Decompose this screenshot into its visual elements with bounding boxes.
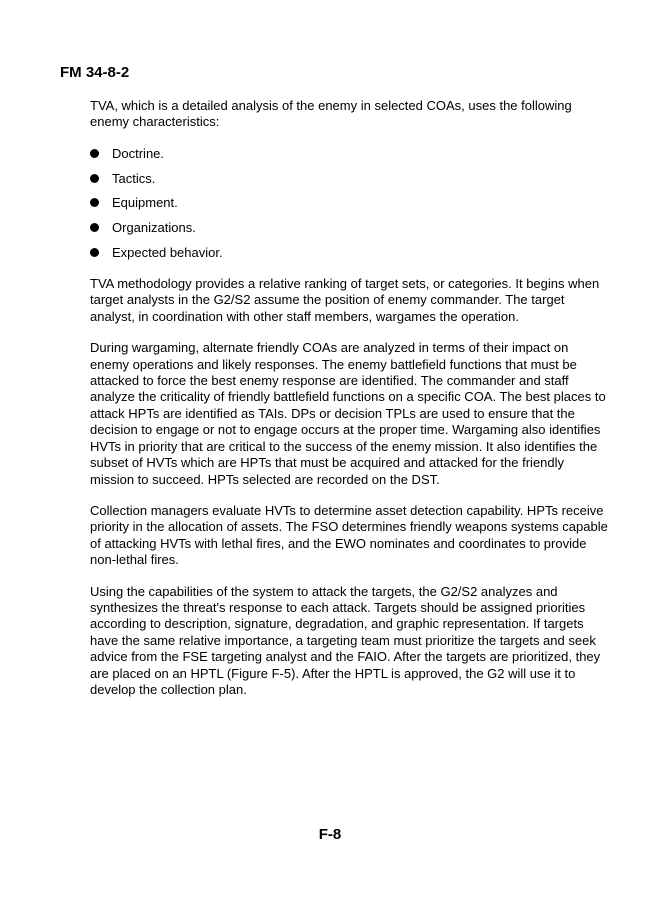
list-item-text: Equipment. [112,195,178,211]
list-item [90,195,610,211]
list-item-text: Expected behavior. [112,244,223,260]
list-item [90,220,610,236]
bullet-icon [90,248,99,257]
list-item [90,171,610,187]
manual-id-header: FM 34-8-2 [60,64,130,81]
enemy-characteristics-list [90,146,610,261]
list-item-text: Doctrine. [112,145,165,161]
bullet-icon [90,223,99,232]
bullet-icon [90,149,99,158]
tva-methodology-paragraph: TVA methodology provides a relative ranking of target sets, or categories. It begins when target analysts in the G2/S2 assume the position of enemy commander. The target analyst, in coordination with other staff members, wargames the operation. [90,276,600,324]
page-body [90,98,610,713]
list-item [90,245,610,261]
list-item [90,146,610,162]
target-prioritization-paragraph: Using the capabilities of the system to attack the targets, the G2/S2 analyzes and synthesizes the threat's response to each attack. Targets should be assigned priorities according to description, signature, degradation, and graphic representation. If targets have the same relative importance, a targeting team must prioritize the targets and seek advice from the FSE targeting analyst and the FAIO. After the targets are prioritized, they are placed on an HPTL (Figure F-5). After the HPTL is approved, the G2 will use it to develop the collection plan. [90,583,601,697]
bullet-icon [90,198,99,207]
wargaming-paragraph: During wargaming, alternate friendly COAs are analyzed in terms of their impact on enemy operations and likely responses. The enemy battlefield functions that must be attacked to force the best enemy response are identified. The commander and staff analyze the criticality of friendly battlefield functions on a specific COA. The best places to attack HPTs are identified as TAIs. DPs or decision TPLs are used to ensure that the decision to engage or not to engage occurs at the proper time. Wargaming also identifies HVTs in priority that are critical to the success of the enemy mission. It also identifies the subset of HVTs which are HPTs that must be acquired and attacked for the friendly mission to succeed. HPTs selected are recorded on the DST. [90,340,606,487]
list-item-text: Tactics. [112,170,156,186]
intro-paragraph: TVA, which is a detailed analysis of the enemy in selected COAs, uses the following enemy characteristics: [90,98,572,130]
collection-managers-paragraph: Collection managers evaluate HVTs to determine asset detection capability. HPTs receive priority in the allocation of assets. The FSO determines friendly weapons systems capable of attacking HVTs with lethal fires, and the EWO nominates and coordinates to provide non-lethal fires. [90,502,608,568]
list-item-text: Organizations. [112,219,196,235]
page-number: F-8 [318,826,342,843]
bullet-icon [90,174,99,183]
